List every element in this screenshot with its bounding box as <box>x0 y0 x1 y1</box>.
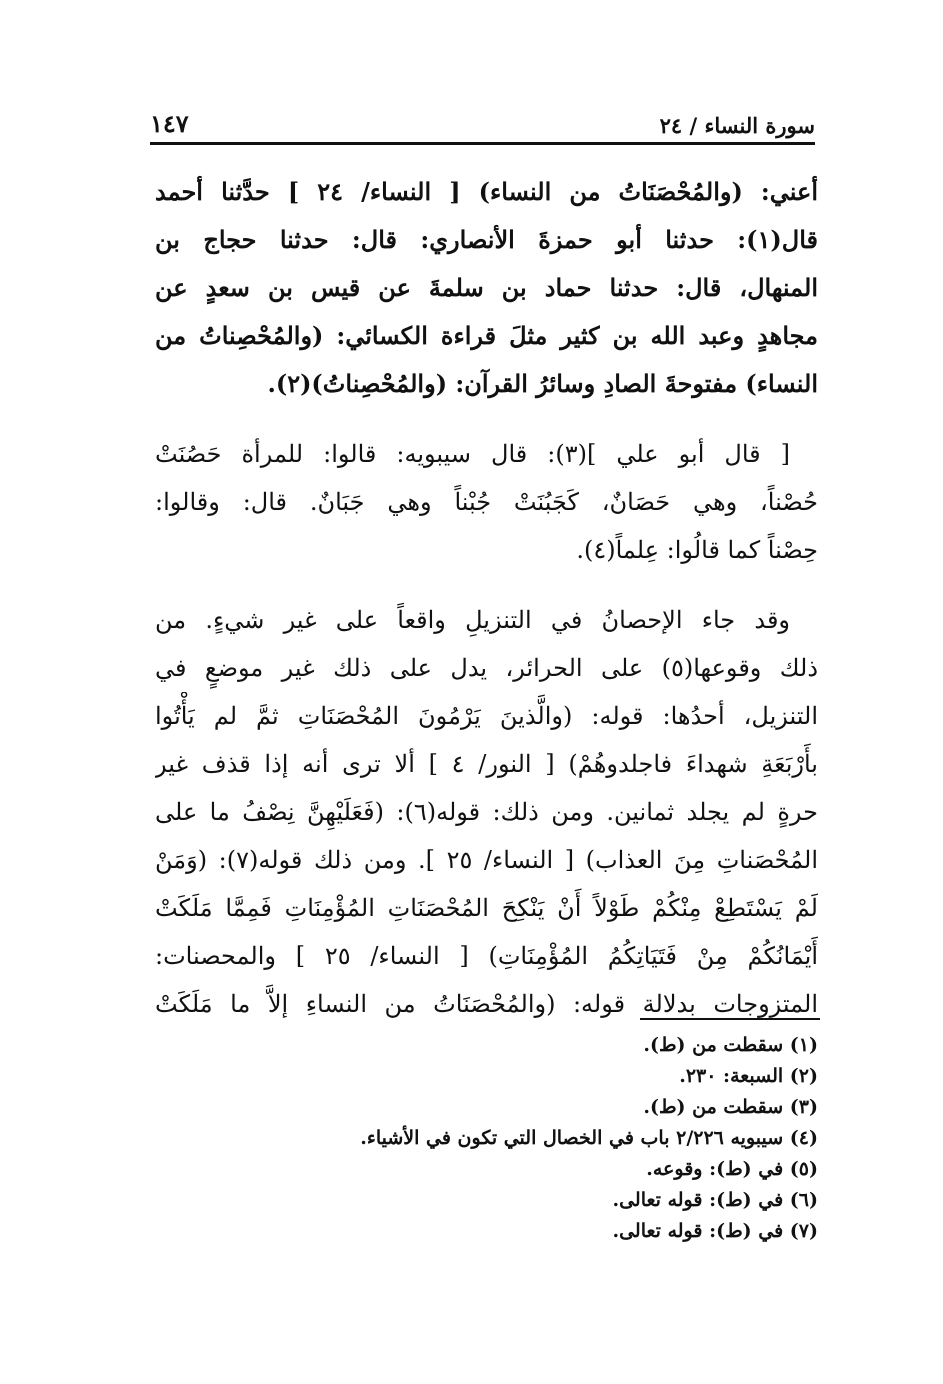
paragraph-3 <box>155 596 818 1028</box>
paragraph-1 <box>155 168 818 408</box>
footnotes <box>258 1030 818 1247</box>
text-line: التنزيل، أحدُها: قوله: (والَّذينَ يَرْمُونَ المُحْصَنَاتِ ثمَّ لم يَأْتُوا <box>155 702 818 730</box>
paragraph-2 <box>155 430 818 574</box>
text-line: لَمْ يَسْتَطِعْ مِنْكُمْ طَوْلاً أَنْ يَنْكِحَ المُحْصَنَاتِ المُؤْمِنَاتِ فَمِمَّا مَلَكَتْ <box>155 894 818 922</box>
footnote-1: (١) سقطت من (ط). <box>643 1034 818 1056</box>
footnote-2: (٢) السبعة: ٢٣٠. <box>679 1065 818 1087</box>
footnote-7: (٧) في (ط): قوله تعالى. <box>612 1220 818 1242</box>
text-line: وقد جاء الإحصانُ في التنزيلِ واقعاً على غير شيءٍ. من <box>155 606 790 634</box>
text-line: أَيْمَانُكُمْ مِنْ فَتَيَاتِكُمُ المُؤْمِنَاتِ) [ النساء/ ٢٥ ] والمحصنات: <box>155 942 818 970</box>
text-line: ذلك وقوعها(٥) على الحرائر، يدل على ذلك غير موضعٍ في <box>155 654 818 682</box>
text-line: المُحْصَناتِ مِنَ العذاب) [ النساء/ ٢٥ ]. ومن ذلك قوله(٧): (وَمَنْ <box>155 846 818 874</box>
running-header <box>150 98 815 138</box>
text-line: أعني: (والمُحْصَنَاتُ من النساء) [ النساء/ ٢٤ ] حدَّثنا أحمد <box>155 177 818 206</box>
footnote-4: (٤) سيبويه ٢/٢٢٦ باب في الخصال التي تكون في الأشياء. <box>360 1127 818 1149</box>
footnote-3: (٣) سقطت من (ط). <box>643 1096 818 1118</box>
text-line: المنهال، قال: حدثنا حماد بن سلمةَ عن قيس بن سعدٍ عن <box>155 273 818 302</box>
footnote-5: (٥) في (ط): وقوعه. <box>646 1158 818 1180</box>
text-line: المتزوجات بدلالة قوله: (والمُحْصَنَاتُ من النساءِ إلاَّ ما مَلَكَتْ <box>155 990 818 1018</box>
text-line: حرةٍ لم يجلد ثمانين. ومن ذلك: قوله(٦): (فَعَلَيْهِنَّ نِصْفُ ما على <box>155 798 818 826</box>
header-rule <box>150 142 815 145</box>
text-line: قال(١): حدثنا أبو حمزةَ الأنصاري: قال: حدثنا حجاج بن <box>155 225 818 254</box>
text-line: بأَرْبَعَةِ شهداءَ فاجلدوهُمْ) [ النور/ ٤ ] ألا ترى أنه إذا قذف غير <box>155 750 818 778</box>
text-line: حِصْناً كما قالُوا: عِلماً(٤). <box>576 536 818 564</box>
footnote-separator <box>640 1018 820 1020</box>
text-line: مجاهدٍ وعبد الله بن كثير مثلَ قراءة الكسائي: (والمُحْصِناتُ من <box>155 321 818 350</box>
surah-reference: سورة النساء / ٢٤ <box>659 113 815 138</box>
footnote-6: (٦) في (ط): قوله تعالى. <box>612 1189 818 1211</box>
text-line: النساء) مفتوحةَ الصادِ وسائرُ القرآن: (والمُحْصِناتُ)(٢). <box>267 369 818 398</box>
page-number: ١٤٧ <box>150 109 189 138</box>
text-line: [ قال أبو علي ](٣): قال سيبويه: قالوا: للمرأة حَصُنَتْ <box>155 440 791 468</box>
text-line: حُصْناً، وهي حَصَانٌ، كَجَبُنَتْ جُبْناً وهي جَبَانٌ. قال: وقالوا: <box>155 488 818 516</box>
main-text <box>155 168 818 1028</box>
